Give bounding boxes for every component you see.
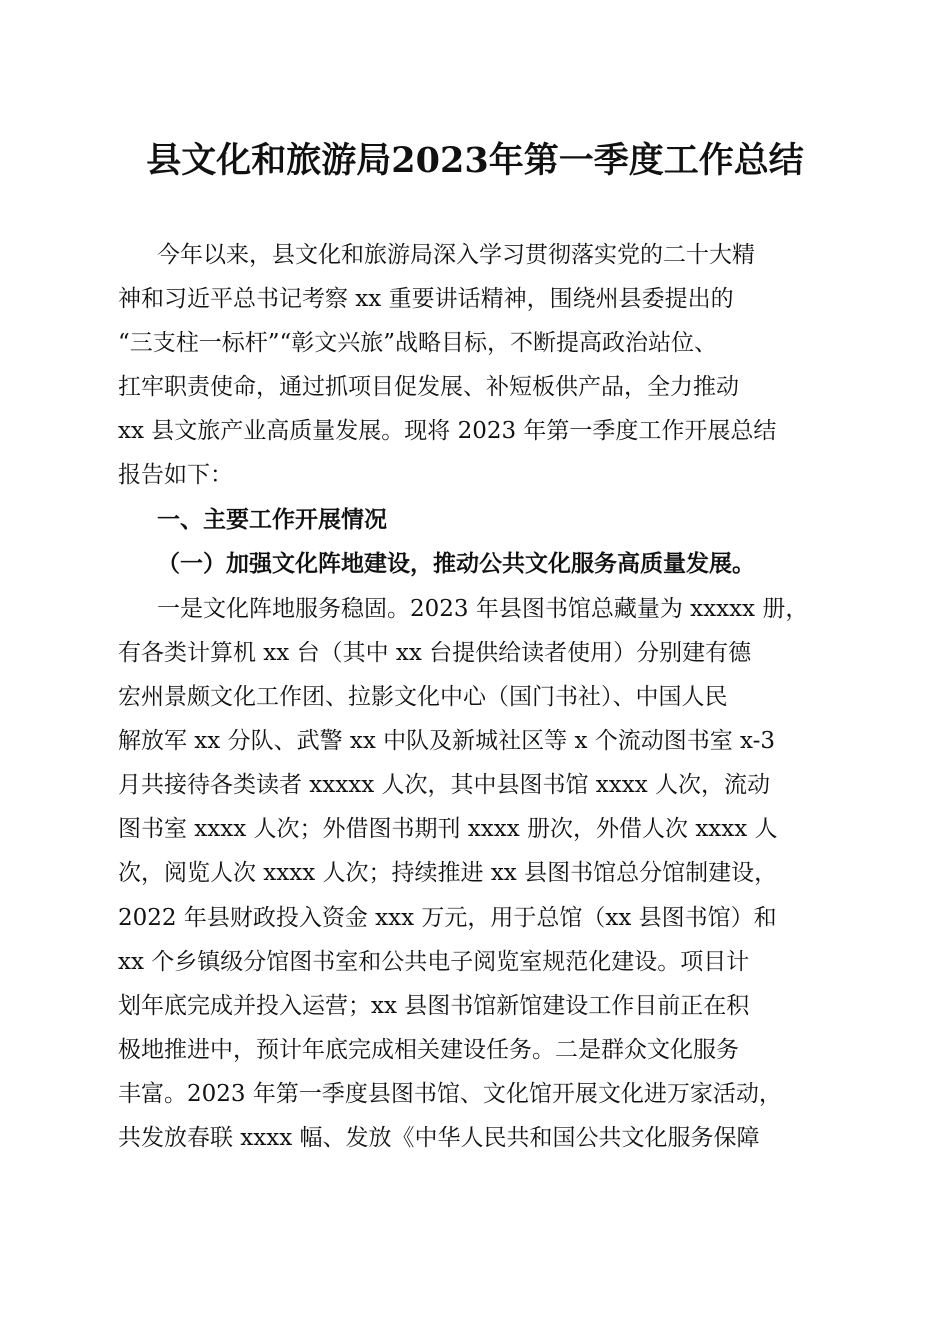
paragraph-line: 解放军 xx 分队、武警 xx 中队及新城社区等 x 个流动图书室 x-3 [118, 728, 776, 754]
subsection-heading: （一）加强文化阵地建设，推动公共文化服务高质量发展。 [157, 550, 755, 577]
paragraph-line: 宏州景颇文化工作团、拉影文化中心（国门书社）、中国人民 [118, 684, 728, 710]
paragraph-line: 2022 年县财政投入资金 xxx 万元，用于总馆（xx 县图书馆）和 [118, 905, 777, 931]
paragraph-line: xx 个乡镇级分馆图书室和公共电子阅览室规范化建设。项目计 [118, 949, 750, 975]
paragraph-line: 月共接待各类读者 xxxxx 人次，其中县图书馆 xxxx 人次，流动 [118, 772, 770, 798]
paragraph-line: 今年以来，县文化和旅游局深入学习贯彻落实党的二十大精 [157, 242, 755, 268]
paragraph-line: xx 县文旅产业高质量发展。现将 2023 年第一季度工作开展总结 [118, 418, 777, 444]
document-title: 县文化和旅游局2023年第一季度工作总结 [146, 140, 804, 181]
paragraph-line: 划年底完成并投入运营；xx 县图书馆新馆建设工作目前正在积 [118, 993, 750, 1019]
paragraph-line: 神和习近平总书记考察 xx 重要讲话精神，围绕州县委提出的 [118, 286, 734, 312]
paragraph-line: 极地推进中，预计年底完成相关建设任务。二是群众文化服务 [118, 1037, 739, 1063]
paragraph-line: 有各类计算机 xx 台（其中 xx 台提供给读者使用）分别建有德 [118, 640, 752, 666]
paragraph-line: 报告如下： [118, 462, 233, 488]
paragraph-line: 丰富。2023 年第一季度县图书馆、文化馆开展文化进万家活动， [118, 1081, 782, 1107]
paragraph-line: “三支柱一标杆”“彰文兴旅”战略目标，不断提高政治站位、 [118, 330, 718, 356]
section-heading: 一、主要工作开展情况 [157, 507, 387, 533]
paragraph-line: 图书室 xxxx 人次；外借图书期刊 xxxx 册次，外借人次 xxxx 人 [118, 816, 778, 842]
paragraph-line: 扛牢职责使命，通过抓项目促发展、补短板供产品，全力推动 [118, 374, 739, 400]
paragraph-line: 一是文化阵地服务稳固。2023 年县图书馆总藏量为 xxxxx 册， [157, 596, 809, 622]
paragraph-line: 次，阅览人次 xxxx 人次；持续推进 xx 县图书馆总分馆制建设， [118, 860, 778, 886]
paragraph-line: 共发放春联 xxxx 幅、发放《中华人民共和国公共文化服务保障 [118, 1125, 760, 1151]
